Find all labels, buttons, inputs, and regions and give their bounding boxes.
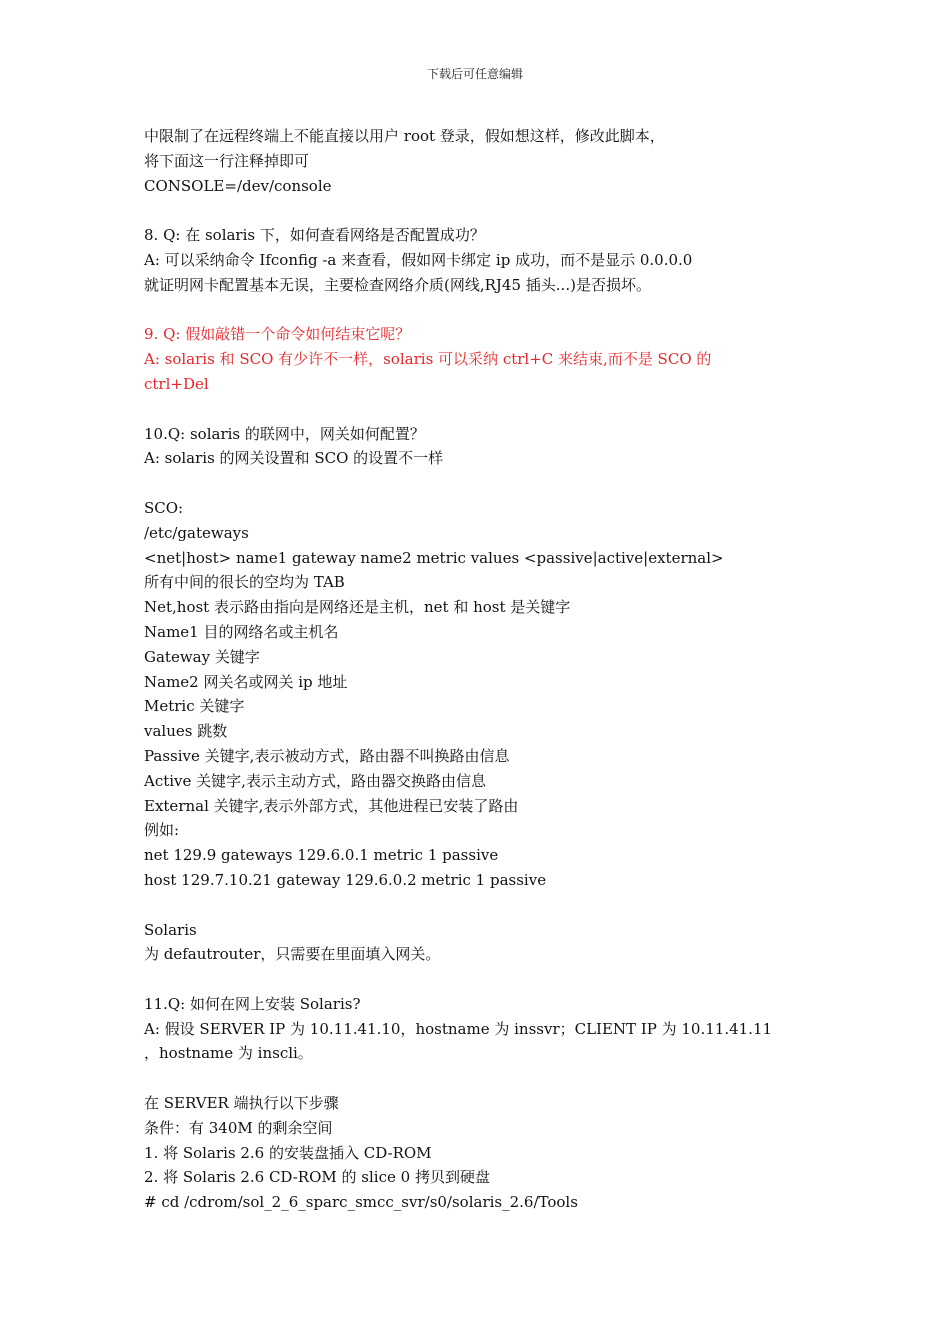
text-line: <net|host> name1 gateway name2 metric values <passive|active|external>	[144, 548, 724, 567]
blank-line	[144, 198, 744, 223]
blank-line	[144, 1066, 744, 1091]
text-line: 2. 将 Solaris 2.6 CD-ROM 的 slice 0 拷贝到硬盘	[144, 1168, 490, 1187]
blank-line	[144, 397, 744, 422]
text-line: 就证明网卡配置基本无误，主要检查网络介质(网线,RJ45 插头...)是否损坏。	[144, 275, 651, 294]
text-line: A: 假设 SERVER IP 为 10.11.41.10，hostname 为 inssvr；CLIENT IP 为 10.11.41.11	[144, 1019, 773, 1038]
text-line: 将下面这一行注释掉即可	[144, 151, 310, 170]
blank-line	[144, 967, 744, 992]
text-line: 条件：有 340M 的剩余空间	[144, 1118, 333, 1137]
blank-line	[144, 471, 744, 496]
text-line: 8. Q: 在 solaris 下，如何查看网络是否配置成功？	[144, 226, 485, 245]
text-line: SCO:	[144, 498, 184, 517]
text-line: # cd /cdrom/sol_2_6_sparc_smcc_svr/s0/solaris_2.6/Tools	[144, 1193, 578, 1212]
text-line: host 129.7.10.21 gateway 129.6.0.2 metric 1 passive	[144, 870, 547, 889]
text-line: A: 可以采纳命令 Ifconfig -a 来查看，假如网卡绑定 ip 成功，而不是显示 0.0.0.0	[144, 250, 693, 269]
text-line: 9. Q: 假如敲错一个命令如何结束它呢？	[144, 325, 411, 344]
blank-line	[144, 893, 744, 918]
text-line: ，hostname 为 inscli。	[144, 1044, 313, 1063]
text-line: 11.Q: 如何在网上安装 Solaris?	[144, 994, 361, 1013]
text-line: 1. 将 Solaris 2.6 的安装盘插入 CD-ROM	[144, 1143, 432, 1162]
text-line: 中限制了在远程终端上不能直接以用户 root 登录，假如想这样，修改此脚本，	[144, 127, 665, 145]
text-line: A: solaris 和 SCO 有少许不一样，solaris 可以采纳 ctrl+C 来结束,而不是 SCO 的	[144, 350, 712, 369]
text-line: 所有中间的很长的空均为 TAB	[144, 573, 345, 592]
text-line: values 跳数	[144, 722, 228, 741]
text-line: /etc/gateways	[144, 523, 249, 542]
text-line: 例如:	[144, 821, 180, 840]
text-line: Name2 网关名或网关 ip 地址	[144, 672, 348, 691]
text-line: 在 SERVER 端执行以下步骤	[144, 1094, 339, 1113]
text-line: Gateway 关键字	[144, 647, 260, 666]
text-line: Metric 关键字	[144, 697, 245, 716]
text-line: Name1 目的网络名或主机名	[144, 622, 339, 641]
text-line: Solaris	[144, 920, 197, 939]
text-line: ctrl+Del	[144, 374, 209, 393]
blank-line	[144, 298, 744, 323]
text-line: 10.Q: solaris 的联网中，网关如何配置？	[144, 424, 425, 443]
document-body	[144, 124, 773, 1215]
text-line: A: solaris 的网关设置和 SCO 的设置不一样	[144, 449, 444, 468]
text-line: CONSOLE=/dev/console	[144, 176, 332, 195]
text-line: Net,host 表示路由指向是网络还是主机，net 和 host 是关键字	[144, 598, 571, 617]
text-line: Active 关键字,表示主动方式，路由器交换路由信息	[144, 771, 486, 790]
text-line: net 129.9 gateways 129.6.0.1 metric 1 passive	[144, 846, 499, 865]
text-line: 为 defautrouter，只需要在里面填入网关。	[144, 945, 441, 964]
page-header: 下载后可任意编辑	[426, 67, 523, 81]
text-line: Passive 关键字,表示被动方式，路由器不叫换路由信息	[144, 746, 510, 765]
text-line: External 关键字,表示外部方式，其他进程已安装了路由	[144, 796, 519, 815]
